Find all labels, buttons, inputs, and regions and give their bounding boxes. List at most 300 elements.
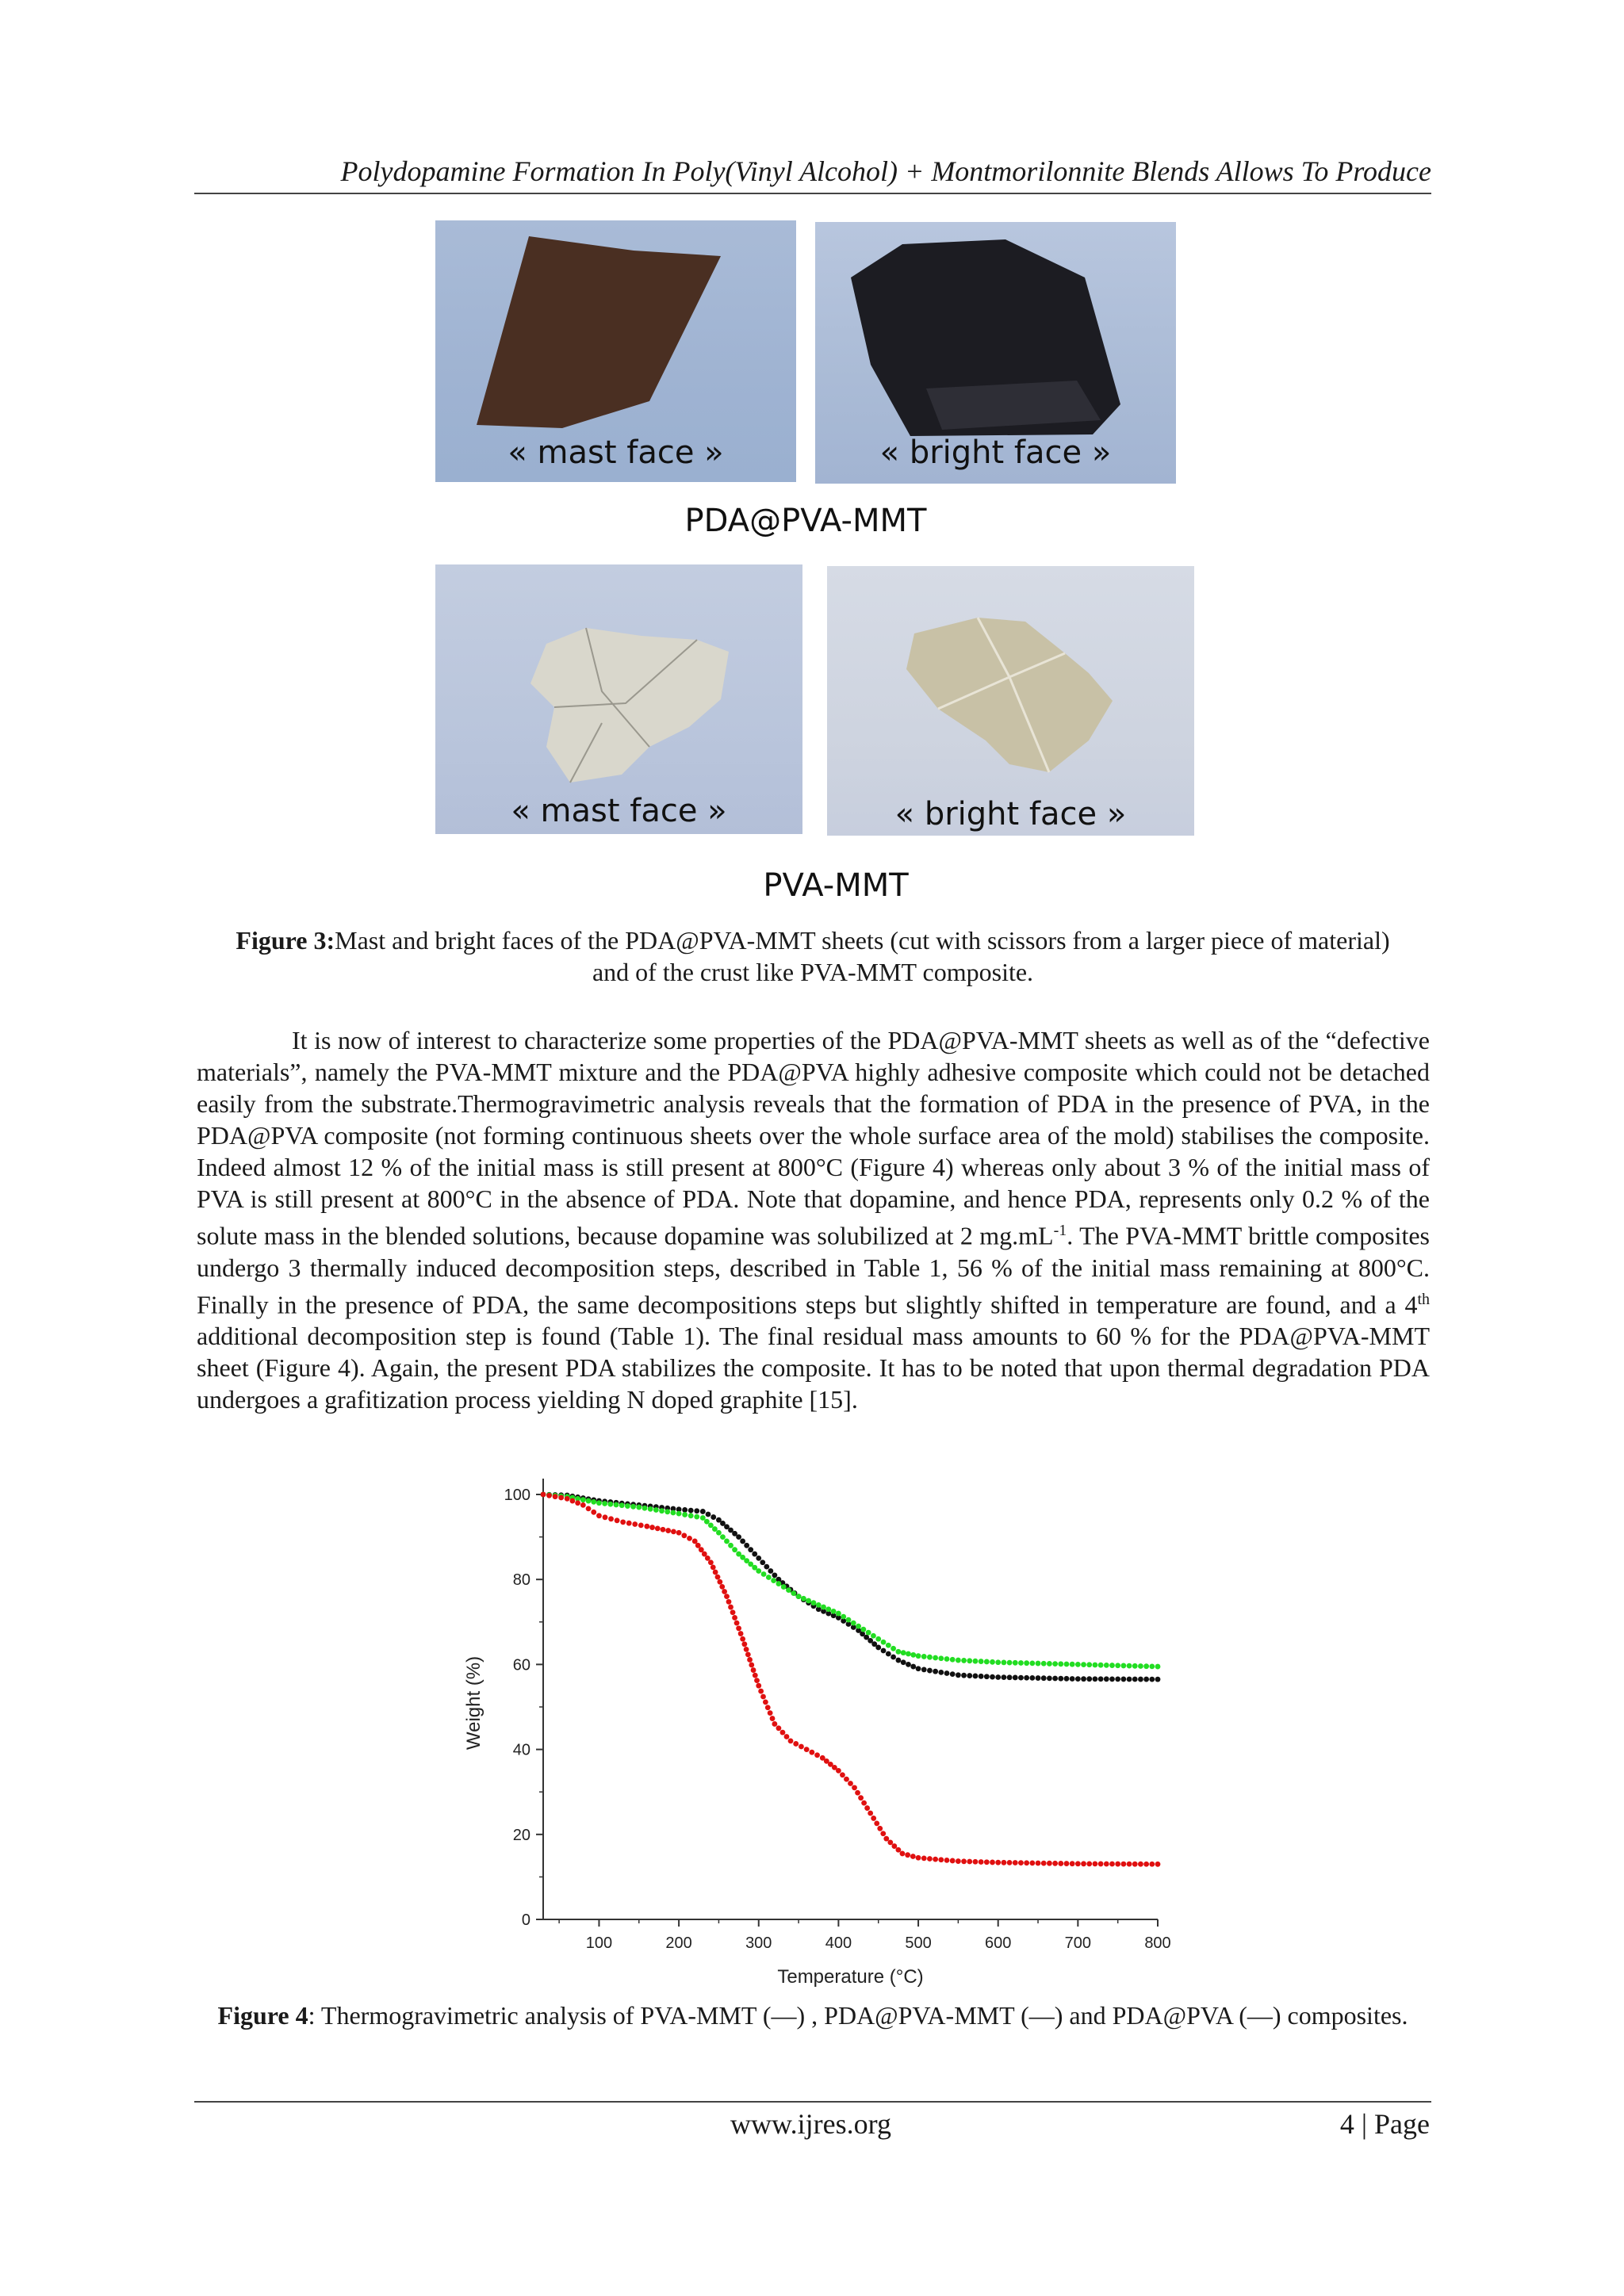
- data-point: [891, 1843, 897, 1849]
- data-point: [875, 1636, 881, 1642]
- data-point: [967, 1859, 972, 1865]
- data-point: [856, 1624, 861, 1629]
- photo-pda-pva-mmt-mast-face: [435, 220, 796, 482]
- data-point: [1018, 1675, 1024, 1681]
- data-point: [570, 1498, 576, 1504]
- photo-label: « bright face »: [879, 434, 1112, 471]
- data-point: [938, 1857, 944, 1862]
- data-point: [846, 1617, 852, 1623]
- data-point: [973, 1859, 979, 1865]
- data-point: [728, 1543, 733, 1548]
- data-point: [619, 1502, 625, 1508]
- data-point: [1109, 1676, 1115, 1682]
- data-point: [973, 1674, 979, 1679]
- superscript: -1: [1053, 1222, 1067, 1239]
- y-tick-label: 80: [512, 1571, 530, 1590]
- data-point: [730, 1609, 736, 1615]
- data-point: [1149, 1862, 1155, 1867]
- data-point: [916, 1653, 921, 1659]
- x-tick-label: 100: [585, 1934, 613, 1952]
- data-point: [1029, 1860, 1035, 1866]
- data-point: [836, 1768, 841, 1774]
- data-point: [682, 1512, 688, 1517]
- data-point: [1007, 1660, 1013, 1666]
- x-tick-label: 800: [1144, 1934, 1171, 1952]
- data-point: [753, 1673, 758, 1678]
- data-point: [933, 1655, 938, 1661]
- data-point: [1098, 1862, 1104, 1867]
- data-point: [871, 1633, 876, 1639]
- data-point: [644, 1524, 649, 1529]
- data-point: [1024, 1675, 1029, 1681]
- data-point: [814, 1752, 820, 1758]
- footer-website[interactable]: www.ijres.org: [730, 2108, 891, 2140]
- data-point: [877, 1826, 883, 1831]
- data-point: [841, 1614, 846, 1620]
- data-point: [1149, 1677, 1155, 1682]
- data-point: [1120, 1677, 1126, 1682]
- data-point: [745, 1651, 751, 1657]
- data-point: [732, 1547, 737, 1552]
- data-point: [747, 1657, 753, 1663]
- data-point: [921, 1654, 927, 1659]
- data-point: [944, 1656, 950, 1662]
- data-point: [927, 1655, 933, 1660]
- x-tick-label: 400: [825, 1934, 852, 1952]
- data-point: [710, 1564, 716, 1570]
- data-point: [1155, 1677, 1161, 1682]
- data-point: [1075, 1676, 1081, 1682]
- data-point: [967, 1658, 972, 1663]
- data-point: [620, 1519, 626, 1525]
- data-point: [726, 1599, 732, 1605]
- data-point: [900, 1851, 906, 1857]
- data-point: [772, 1572, 777, 1578]
- data-point: [546, 1493, 552, 1498]
- data-point: [1155, 1664, 1161, 1670]
- data-point: [1029, 1675, 1035, 1681]
- data-point: [700, 1509, 706, 1514]
- data-point: [995, 1674, 1001, 1680]
- data-point: [961, 1658, 967, 1663]
- data-point: [700, 1515, 706, 1521]
- data-point: [840, 1772, 845, 1777]
- data-point: [1104, 1862, 1109, 1867]
- data-point: [809, 1750, 814, 1755]
- data-point: [720, 1534, 726, 1540]
- data-point: [734, 1621, 740, 1626]
- data-point: [1093, 1663, 1098, 1668]
- data-point: [630, 1504, 636, 1510]
- data-point: [580, 1497, 586, 1502]
- running-title: Polydopamine Formation In Poly(Vinyl Alcohol) + Montmorilonnite Blends Allows To Produce: [340, 155, 1431, 187]
- data-point: [967, 1673, 972, 1678]
- data-point: [887, 1839, 893, 1845]
- data-point: [717, 1579, 722, 1585]
- data-point: [961, 1858, 967, 1864]
- data-point: [1127, 1677, 1132, 1682]
- data-point: [608, 1516, 614, 1521]
- data-point: [1036, 1661, 1041, 1667]
- photo-label: « mast face »: [508, 434, 724, 471]
- y-tick-label: 100: [504, 1487, 530, 1504]
- data-point: [927, 1668, 933, 1674]
- data-point: [772, 1721, 777, 1727]
- data-point: [1081, 1676, 1086, 1682]
- data-point: [665, 1528, 671, 1533]
- data-point: [603, 1514, 608, 1520]
- data-point: [688, 1508, 694, 1513]
- data-point: [927, 1856, 933, 1862]
- data-point: [741, 1641, 747, 1647]
- data-point: [699, 1547, 704, 1552]
- data-point: [1115, 1676, 1120, 1682]
- data-point: [891, 1646, 896, 1651]
- data-point: [995, 1860, 1001, 1866]
- data-point: [1115, 1862, 1120, 1867]
- data-point: [1143, 1862, 1149, 1867]
- data-point: [880, 1831, 886, 1836]
- data-point: [1075, 1662, 1081, 1667]
- data-point: [1093, 1861, 1098, 1866]
- x-axis-label: Temperature (°C): [777, 1966, 924, 1988]
- data-point: [811, 1600, 817, 1605]
- data-point: [1036, 1675, 1041, 1681]
- data-point: [694, 1508, 699, 1513]
- footer-page-number: 4 | Page: [1339, 2108, 1430, 2140]
- data-point: [752, 1552, 757, 1557]
- photo-label: « bright face »: [894, 796, 1127, 832]
- superscript: th: [1417, 1290, 1430, 1308]
- data-point: [1120, 1663, 1126, 1669]
- data-point: [956, 1658, 961, 1663]
- data-point: [744, 1647, 749, 1652]
- data-point: [716, 1530, 722, 1536]
- data-point: [1013, 1660, 1018, 1666]
- data-point: [891, 1655, 896, 1660]
- data-point: [855, 1790, 860, 1796]
- data-point: [864, 1805, 870, 1811]
- series-1: [541, 1492, 1161, 1670]
- data-point: [596, 1513, 602, 1518]
- data-point: [710, 1514, 716, 1520]
- paragraph-text: additional decomposition step is found (Table 1). The final residual mass amounts to 60 % for the PDA@PVA-MMT sheet (Figure 4). Again, the present PDA stabilizes the composite. It has to be noted that upon thermal degradation PDA undergoes a grafitization process yielding N doped graphite [15].: [197, 1322, 1430, 1414]
- data-point: [1064, 1662, 1070, 1667]
- data-point: [1013, 1675, 1018, 1681]
- data-point: [984, 1659, 990, 1665]
- data-point: [682, 1507, 688, 1513]
- data-point: [776, 1581, 782, 1586]
- data-point: [758, 1689, 764, 1694]
- data-point: [740, 1636, 745, 1642]
- data-point: [602, 1501, 607, 1506]
- data-point: [736, 1534, 741, 1540]
- data-point: [910, 1854, 916, 1859]
- data-point: [868, 1811, 873, 1816]
- data-point: [607, 1502, 613, 1507]
- data-point: [1155, 1862, 1161, 1867]
- data-point: [702, 1552, 707, 1557]
- data-point: [1036, 1861, 1041, 1866]
- data-point: [719, 1584, 725, 1590]
- data-point: [860, 1627, 866, 1632]
- data-point: [905, 1852, 910, 1858]
- data-point: [781, 1584, 787, 1590]
- data-point: [984, 1859, 990, 1865]
- photo-label: « mast face »: [511, 793, 727, 829]
- data-point: [756, 1683, 761, 1689]
- x-tick-label: 300: [745, 1934, 772, 1952]
- data-point: [1138, 1663, 1143, 1669]
- x-tick-label: 600: [985, 1934, 1012, 1952]
- data-point: [979, 1659, 984, 1664]
- y-tick-label: 0: [521, 1911, 530, 1929]
- data-point: [636, 1505, 642, 1510]
- data-point: [950, 1671, 956, 1677]
- data-point: [844, 1777, 849, 1782]
- data-point: [744, 1543, 749, 1548]
- y-tick-label: 20: [512, 1826, 530, 1844]
- data-point: [950, 1858, 956, 1864]
- data-point: [768, 1710, 773, 1716]
- data-point: [1001, 1860, 1006, 1866]
- header-rule: [194, 193, 1431, 194]
- data-point: [1052, 1676, 1058, 1682]
- data-point: [1024, 1660, 1029, 1666]
- data-point: [760, 1694, 766, 1700]
- data-point: [858, 1795, 864, 1800]
- data-point: [766, 1575, 772, 1580]
- data-point: [704, 1519, 710, 1525]
- data-point: [681, 1533, 687, 1538]
- photo-pva-mmt-mast-face: [435, 564, 802, 834]
- data-point: [632, 1521, 638, 1527]
- data-point: [665, 1509, 670, 1514]
- data-point: [796, 1594, 802, 1599]
- data-point: [1041, 1675, 1047, 1681]
- data-point: [806, 1598, 811, 1604]
- data-point: [676, 1530, 682, 1536]
- data-point: [760, 1559, 765, 1565]
- group-label-pda-pva-mmt: PDA@PVA-MMT: [684, 503, 927, 539]
- data-point: [916, 1666, 921, 1671]
- y-tick-label: 60: [512, 1656, 530, 1674]
- data-point: [1086, 1662, 1092, 1667]
- data-point: [786, 1587, 791, 1593]
- data-point: [625, 1503, 630, 1509]
- data-point: [799, 1744, 804, 1750]
- data-point: [1109, 1862, 1115, 1867]
- data-point: [764, 1564, 769, 1570]
- data-point: [1132, 1862, 1138, 1867]
- data-point: [713, 1570, 718, 1575]
- data-point: [1058, 1676, 1063, 1682]
- data-point: [910, 1664, 916, 1670]
- data-point: [659, 1508, 665, 1513]
- data-point: [831, 1609, 837, 1614]
- data-point: [950, 1657, 956, 1663]
- data-point: [722, 1589, 727, 1594]
- data-point: [874, 1820, 879, 1826]
- data-point: [1058, 1661, 1063, 1667]
- data-point: [793, 1741, 799, 1747]
- data-point: [687, 1536, 692, 1541]
- data-point: [921, 1667, 927, 1673]
- paragraph-text: It is now of interest to characterize some properties of the PDA@PVA-MMT sheets as well as of the “defective materials”, namely the PVA-MMT mixture and the PDA@PVA highly adhesive composite which could not be detached easily from the substrate.Thermogravimetric analysis reveals that the formation of PDA in the presence of PVA, in the PDA@PVA composite (not forming continuous sheets over the whole surface area of the mold) stabilises the composite. Indeed almost 12 % of the initial mass is still present at 800°C (Figure 4) whereas only about 3 % of the initial mass of PVA is still present at 800°C in the absence of PDA. Note that dopamine, and hence PDA, represents only 0.2 % of the solute mass in the blended solutions, because dopamine was solubilized at 2 mg.mL: [197, 1026, 1430, 1250]
- data-point: [1104, 1663, 1109, 1668]
- photo-pda-pva-mmt-bright-face: [815, 222, 1176, 484]
- x-tick-label: 500: [905, 1934, 932, 1952]
- data-point: [961, 1673, 967, 1678]
- group-label-pva-mmt: PVA-MMT: [763, 867, 909, 904]
- data-point: [1149, 1663, 1155, 1669]
- body-paragraph: [197, 1024, 1430, 1415]
- data-point: [586, 1506, 592, 1511]
- data-point: [655, 1525, 661, 1531]
- data-point: [661, 1527, 666, 1533]
- data-point: [591, 1499, 596, 1505]
- data-point: [881, 1640, 887, 1645]
- data-point: [1081, 1861, 1086, 1866]
- data-point: [1018, 1860, 1024, 1866]
- data-point: [901, 1650, 906, 1655]
- x-tick-label: 700: [1064, 1934, 1092, 1952]
- data-point: [648, 1506, 653, 1512]
- data-point: [694, 1514, 699, 1520]
- data-point: [724, 1539, 730, 1544]
- data-point: [1109, 1663, 1115, 1668]
- data-point: [973, 1659, 979, 1664]
- data-point: [638, 1522, 644, 1528]
- data-point: [1143, 1663, 1149, 1669]
- data-point: [1058, 1861, 1063, 1866]
- data-point: [615, 1517, 620, 1523]
- data-point: [715, 1575, 721, 1580]
- y-tick-label: 40: [512, 1741, 530, 1759]
- data-point: [1029, 1660, 1035, 1666]
- data-point: [938, 1670, 944, 1675]
- data-point: [541, 1492, 546, 1498]
- data-point: [910, 1652, 916, 1658]
- figure3-caption: [230, 924, 1396, 988]
- data-point: [979, 1674, 984, 1679]
- data-point: [688, 1513, 694, 1518]
- data-point: [738, 1631, 744, 1636]
- data-point: [671, 1510, 676, 1516]
- data-point: [921, 1855, 927, 1861]
- data-point: [751, 1667, 756, 1673]
- data-point: [565, 1496, 570, 1502]
- data-point: [1081, 1662, 1086, 1667]
- data-point: [1104, 1676, 1109, 1682]
- data-point: [821, 1605, 826, 1610]
- data-point: [1115, 1663, 1120, 1668]
- paragraph-text: . The PVA-MMT brittle composites undergo 3 thermally induced decomposition steps, described in Table 1, 56 % of the initial mass remaining at 800°C. Finally in the presence of PDA, the same decompositions steps but slightly shifted in temperature are found, and a 4: [197, 1221, 1431, 1319]
- data-point: [901, 1659, 906, 1665]
- data-point: [708, 1559, 714, 1565]
- data-point: [804, 1747, 810, 1752]
- data-point: [649, 1525, 655, 1530]
- data-point: [553, 1494, 558, 1499]
- data-point: [1024, 1860, 1029, 1866]
- data-point: [1070, 1861, 1075, 1866]
- data-point: [933, 1669, 938, 1674]
- data-point: [944, 1670, 950, 1676]
- data-point: [916, 1855, 921, 1861]
- data-point: [761, 1571, 767, 1577]
- data-point: [728, 1605, 733, 1610]
- data-point: [1052, 1861, 1058, 1866]
- x-tick-label: 200: [665, 1934, 692, 1952]
- data-point: [706, 1512, 711, 1517]
- data-point: [695, 1543, 701, 1548]
- data-point: [671, 1529, 676, 1535]
- data-point: [1086, 1676, 1092, 1682]
- data-point: [580, 1502, 586, 1508]
- data-point: [1041, 1861, 1047, 1866]
- data-point: [763, 1699, 768, 1705]
- data-point: [956, 1858, 961, 1864]
- data-point: [770, 1716, 776, 1721]
- tga-chart: [444, 1455, 1189, 2002]
- data-point: [642, 1506, 648, 1511]
- data-point: [771, 1578, 776, 1583]
- data-point: [586, 1498, 592, 1504]
- data-point: [906, 1662, 911, 1667]
- data-point: [1007, 1674, 1013, 1680]
- data-point: [871, 1816, 876, 1821]
- photo-pva-mmt-bright-face: [827, 566, 1194, 836]
- data-point: [1041, 1661, 1047, 1667]
- data-point: [1052, 1661, 1058, 1667]
- data-point: [1070, 1676, 1075, 1682]
- data-point: [984, 1674, 990, 1679]
- data-point: [956, 1672, 961, 1678]
- data-point: [801, 1596, 806, 1601]
- data-point: [575, 1500, 580, 1506]
- data-point: [591, 1510, 596, 1515]
- data-point: [1098, 1676, 1104, 1682]
- data-point: [558, 1495, 564, 1501]
- data-point: [1064, 1861, 1070, 1866]
- data-point: [1001, 1674, 1006, 1680]
- data-point: [653, 1507, 659, 1513]
- data-point: [1132, 1663, 1138, 1669]
- data-point: [748, 1547, 753, 1552]
- data-point: [1047, 1661, 1052, 1667]
- data-point: [626, 1521, 632, 1526]
- data-point: [883, 1836, 889, 1842]
- data-point: [596, 1500, 602, 1506]
- data-point: [979, 1859, 984, 1865]
- data-point: [776, 1725, 782, 1731]
- data-point: [990, 1860, 995, 1866]
- data-point: [732, 1615, 737, 1621]
- footer-rule: [194, 2101, 1431, 2103]
- data-point: [1132, 1677, 1138, 1682]
- data-point: [1093, 1676, 1098, 1682]
- figure4-caption: [198, 1999, 1427, 2031]
- y-axis-label: Weight (%): [463, 1655, 485, 1751]
- caption-label: Figure 4: [217, 2001, 308, 2030]
- data-point: [1047, 1675, 1052, 1681]
- data-point: [736, 1625, 741, 1631]
- data-point: [692, 1539, 698, 1544]
- caption-text: Mast and bright faces of the PDA@PVA-MMT sheets (cut with scissors from a larger piece of material) and of the crust like PVA-MMT composite.: [335, 926, 1390, 986]
- data-point: [756, 1568, 761, 1574]
- data-point: [765, 1705, 771, 1710]
- data-point: [995, 1659, 1001, 1665]
